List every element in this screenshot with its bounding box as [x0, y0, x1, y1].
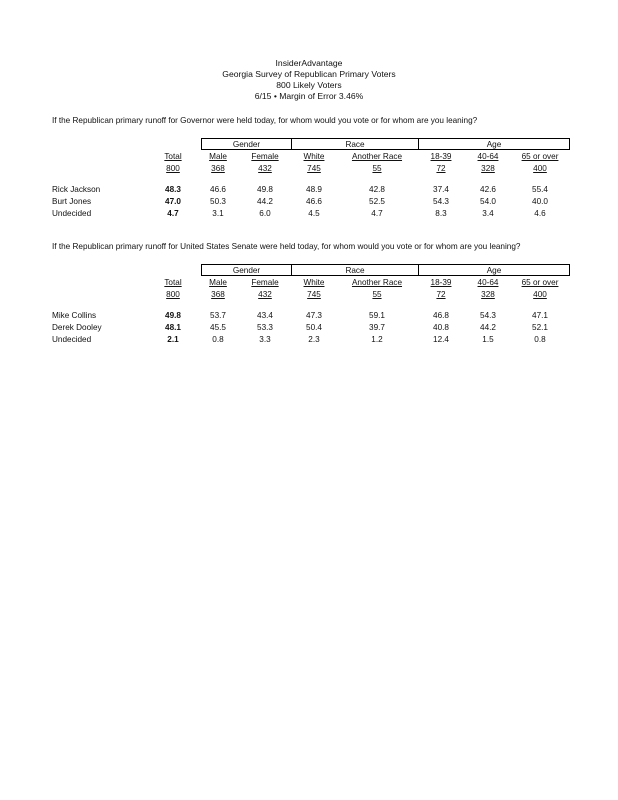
col-n-65-over: 400	[533, 290, 547, 299]
cell-male: 0.8	[212, 335, 224, 344]
col-label-65-over: 65 or over	[521, 152, 559, 161]
cell-white: 4.5	[308, 209, 320, 218]
col-n-male: 368	[211, 164, 225, 173]
col-n-65-over: 400	[533, 164, 547, 173]
col-label-another-race: Another Race	[351, 278, 403, 287]
cell-female: 6.0	[259, 209, 271, 218]
col-label-another-race: Another Race	[351, 152, 403, 161]
sample-size: 800 Likely Voters	[276, 80, 342, 90]
cell-female: 44.2	[257, 197, 273, 206]
col-label-male: Male	[209, 278, 227, 287]
row-label: Burt Jones	[52, 197, 92, 206]
col-label-18-39: 18-39	[430, 278, 452, 287]
cell-total: 4.7	[167, 209, 179, 218]
cell-female: 3.3	[259, 335, 271, 344]
col-n-white: 745	[307, 164, 321, 173]
col-label-white: White	[303, 278, 325, 287]
cell-male: 50.3	[210, 197, 226, 206]
cell-another-race: 52.5	[369, 197, 385, 206]
cell-18-39: 8.3	[435, 209, 447, 218]
cell-female: 49.8	[257, 185, 273, 194]
cell-65-over: 47.1	[532, 311, 548, 320]
cell-40-64: 3.4	[482, 209, 494, 218]
question-senate: If the Republican primary runoff for United States Senate were held today, for whom would you vote or for whom are you leaning?	[52, 242, 521, 251]
col-n-18-39: 72	[436, 164, 446, 173]
cell-another-race: 39.7	[369, 323, 385, 332]
row-label: Undecided	[52, 209, 92, 218]
row-label: Derek Dooley	[52, 323, 102, 332]
col-label-40-64: 40-64	[477, 278, 499, 287]
cell-18-39: 37.4	[433, 185, 449, 194]
cell-65-over: 0.8	[534, 335, 546, 344]
col-n-total: 800	[166, 164, 180, 173]
col-label-40-64: 40-64	[477, 152, 499, 161]
row-label: Rick Jackson	[52, 185, 101, 194]
cell-total: 49.8	[165, 311, 181, 320]
cell-40-64: 42.6	[480, 185, 496, 194]
col-n-male: 368	[211, 290, 225, 299]
org-name: InsiderAdvantage	[275, 58, 343, 68]
group-header-age: Age	[418, 264, 570, 276]
cell-male: 46.6	[210, 185, 226, 194]
group-header-age: Age	[418, 138, 570, 150]
cell-white: 50.4	[306, 323, 322, 332]
col-n-40-64: 328	[481, 290, 495, 299]
cell-female: 43.4	[257, 311, 273, 320]
cell-18-39: 46.8	[433, 311, 449, 320]
col-n-40-64: 328	[481, 164, 495, 173]
col-label-total: Total	[164, 278, 182, 287]
cell-another-race: 59.1	[369, 311, 385, 320]
cell-65-over: 55.4	[532, 185, 548, 194]
col-n-white: 745	[307, 290, 321, 299]
cell-another-race: 42.8	[369, 185, 385, 194]
col-n-total: 800	[166, 290, 180, 299]
cell-female: 53.3	[257, 323, 273, 332]
cell-male: 53.7	[210, 311, 226, 320]
cell-male: 45.5	[210, 323, 226, 332]
col-n-female: 432	[258, 164, 272, 173]
cell-18-39: 40.8	[433, 323, 449, 332]
group-header-gender: Gender	[201, 264, 291, 276]
cell-white: 2.3	[308, 335, 320, 344]
cell-total: 2.1	[167, 335, 179, 344]
col-label-female: Female	[251, 278, 279, 287]
cell-male: 3.1	[212, 209, 224, 218]
group-header-race: Race	[291, 138, 418, 150]
row-label: Mike Collins	[52, 311, 97, 320]
date-margin: 6/15 • Margin of Error 3.46%	[254, 91, 364, 101]
report-header	[0, 58, 618, 102]
cell-40-64: 54.3	[480, 311, 496, 320]
question-governor: If the Republican primary runoff for Governor were held today, for whom would you vote or for whom are you leaning?	[52, 116, 478, 125]
col-label-18-39: 18-39	[430, 152, 452, 161]
cell-another-race: 1.2	[371, 335, 383, 344]
cell-18-39: 12.4	[433, 335, 449, 344]
group-header-race: Race	[291, 264, 418, 276]
cell-40-64: 44.2	[480, 323, 496, 332]
cell-40-64: 1.5	[482, 335, 494, 344]
col-label-male: Male	[209, 152, 227, 161]
row-label: Undecided	[52, 335, 92, 344]
cell-another-race: 4.7	[371, 209, 383, 218]
col-n-female: 432	[258, 290, 272, 299]
col-label-white: White	[303, 152, 325, 161]
col-label-female: Female	[251, 152, 279, 161]
cell-total: 47.0	[165, 197, 181, 206]
cell-white: 48.9	[306, 185, 322, 194]
col-label-total: Total	[164, 152, 182, 161]
cell-65-over: 52.1	[532, 323, 548, 332]
survey-title: Georgia Survey of Republican Primary Voters	[222, 69, 396, 79]
col-n-another-race: 55	[372, 164, 382, 173]
cell-total: 48.1	[165, 323, 181, 332]
cell-40-64: 54.0	[480, 197, 496, 206]
col-n-another-race: 55	[372, 290, 382, 299]
col-label-65-over: 65 or over	[521, 278, 559, 287]
cell-18-39: 54.3	[433, 197, 449, 206]
group-header-gender: Gender	[201, 138, 291, 150]
cell-total: 48.3	[165, 185, 181, 194]
cell-65-over: 40.0	[532, 197, 548, 206]
cell-white: 47.3	[306, 311, 322, 320]
col-n-18-39: 72	[436, 290, 446, 299]
cell-65-over: 4.6	[534, 209, 546, 218]
cell-white: 46.6	[306, 197, 322, 206]
